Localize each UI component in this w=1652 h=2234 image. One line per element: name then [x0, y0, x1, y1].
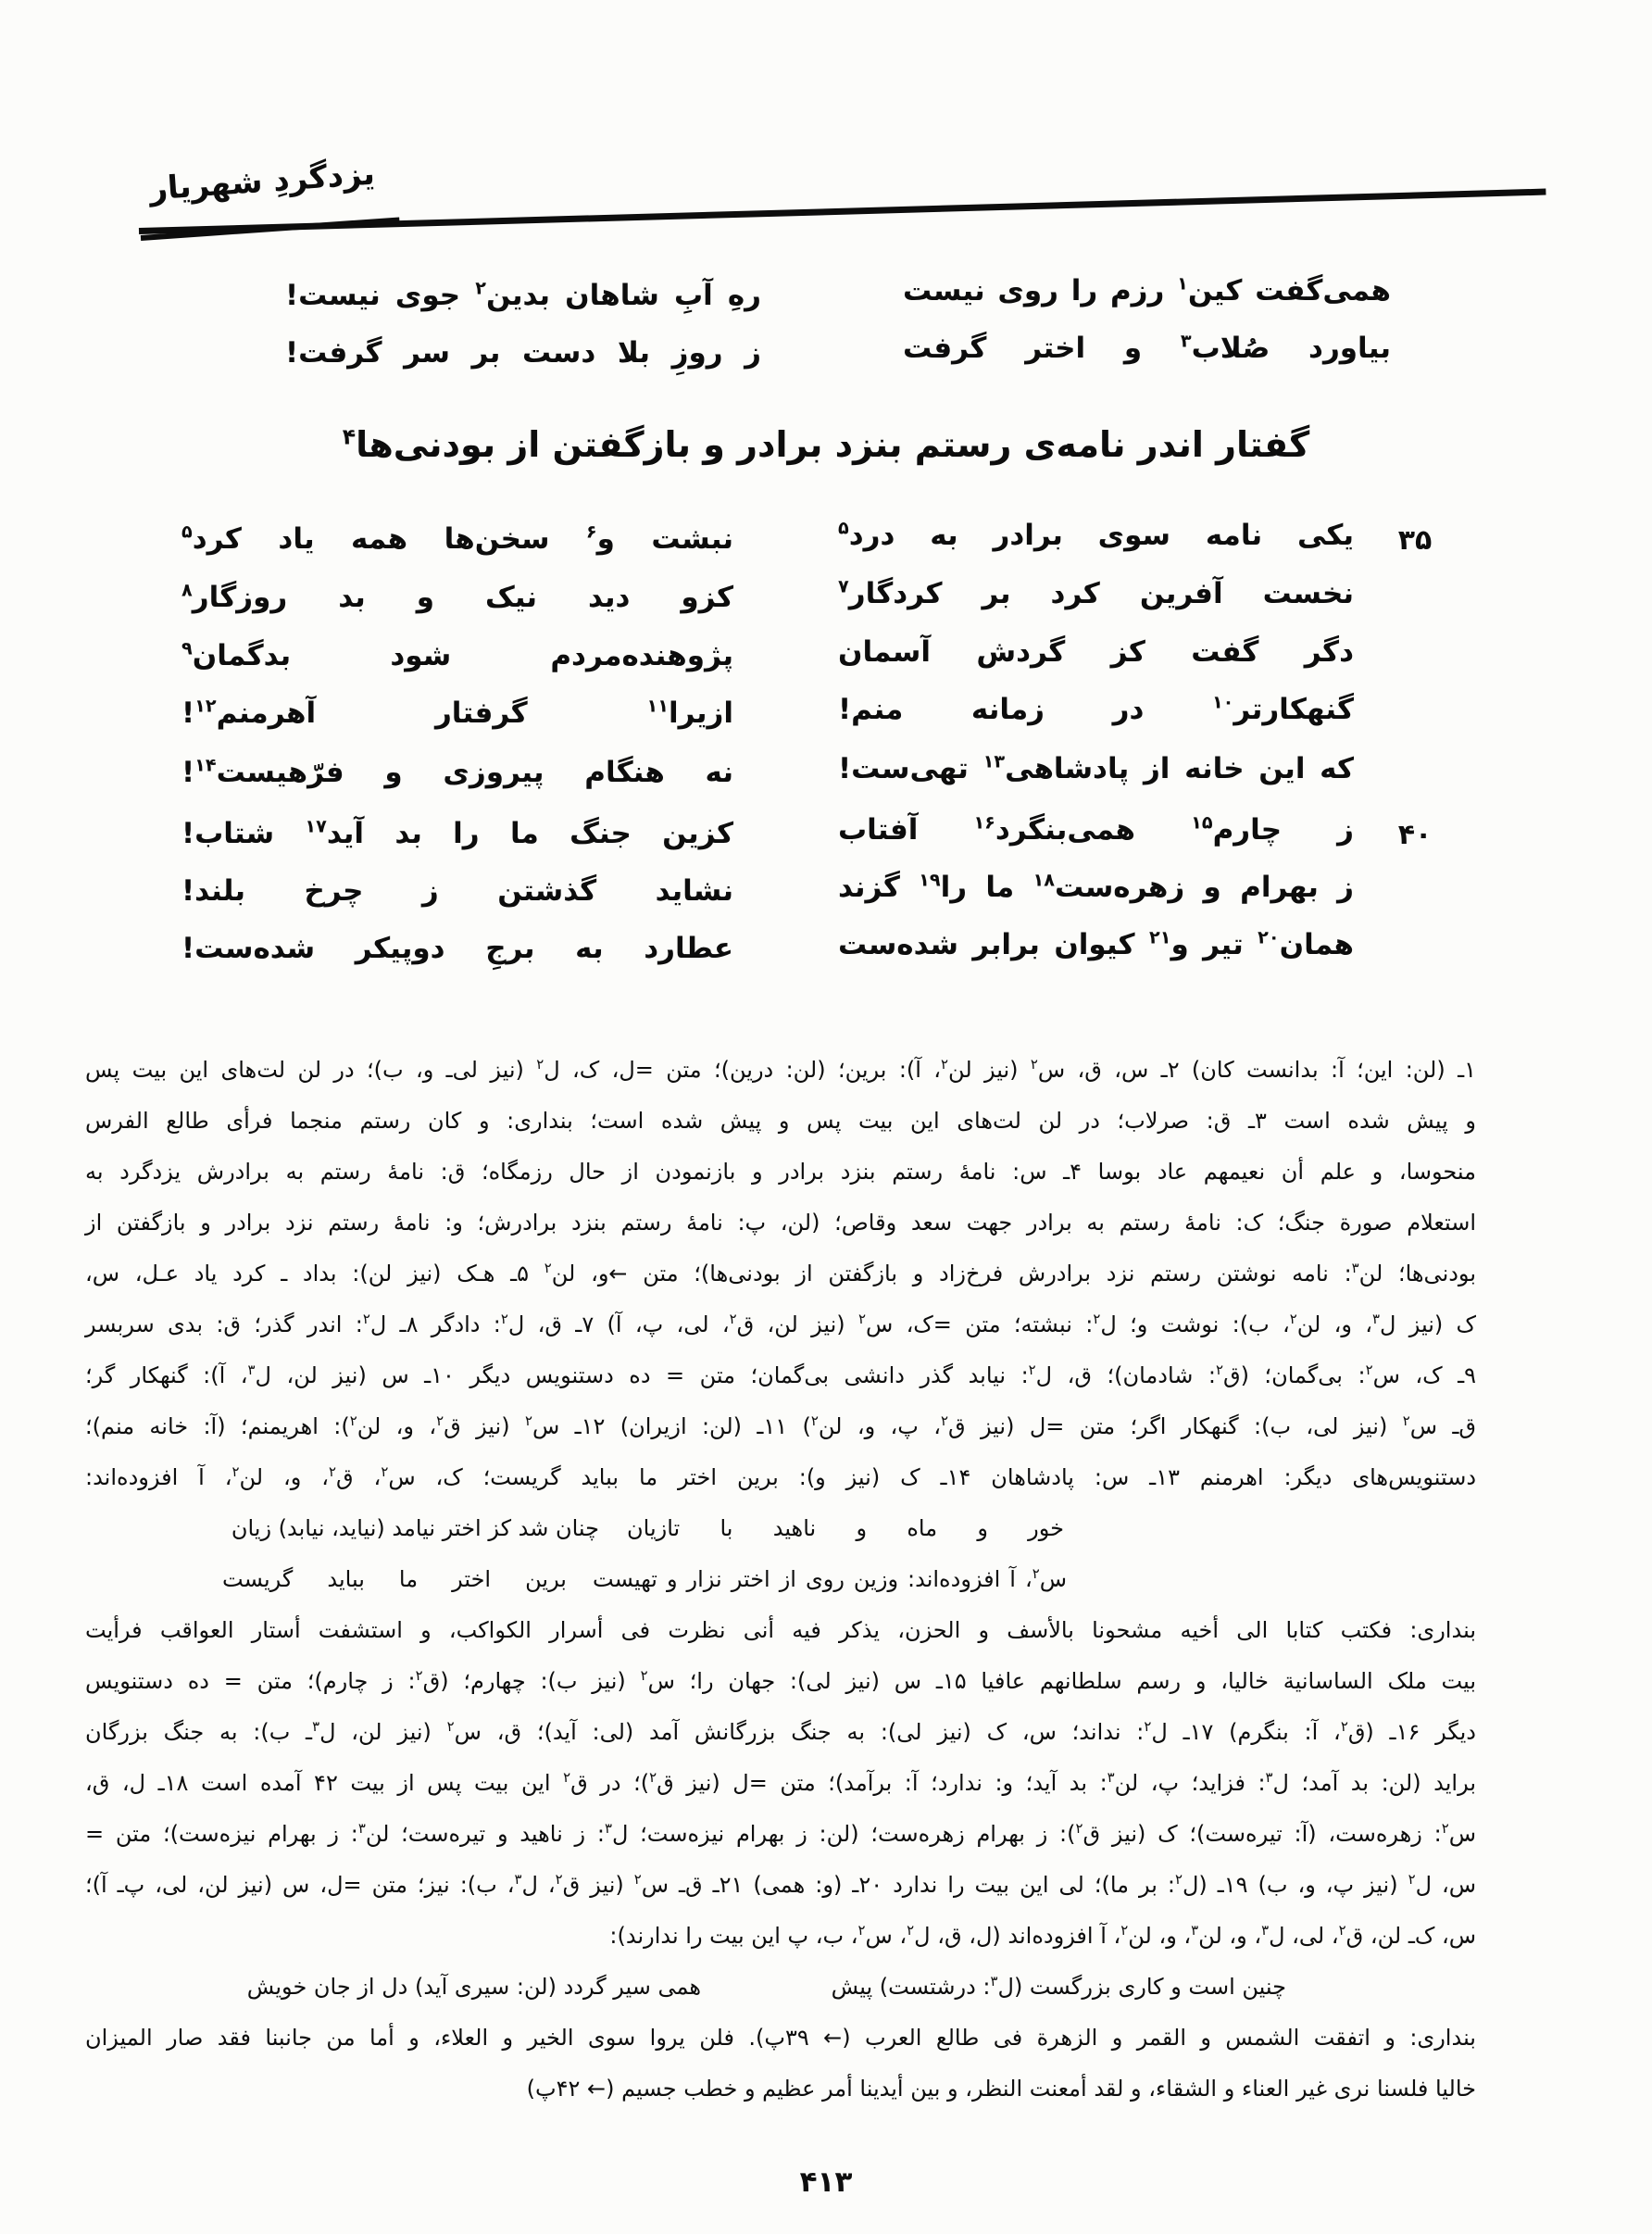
verse-38-left: ازیرا$^{۱۱}$ گرفتار آهرمنم$^{۱۲}$!: [181, 695, 733, 730]
verse-number-35: ۳۵: [1397, 524, 1433, 557]
apparatus-quoted-verse: [85, 1962, 1476, 2013]
verse-42-right: همان$^{۲۰}$ تیر و$^{۲۱}$ کیوان برابر شده‌ست: [838, 926, 1354, 961]
apparatus-line: ک (نیز ل$^۳$، و، لن$^۲$، ب): نوشت و؛ ل$^۲$: نبشته؛ متن =ک، س$^۲$ (نیز لن، ق$^۲$، لی، پ، آ) ۷ـ ق، ل$^۲$: دادگر ۸ـ ل$^۲$: اندر گذر؛ ق: بدی سربسر: [85, 1311, 1477, 1337]
apparatus-line: استعلام صورة جنگ؛ ک: نامهٔ رستم به برادر جهت سعد وقاص؛ (لن، پ: نامهٔ رستم بنزد برادرش؛ و: نامهٔ رستم نزد برادر و بازگفتن از: [85, 1210, 1476, 1236]
apparatus-quoted-verse: [85, 1554, 1476, 1605]
critical-apparatus: [85, 1045, 1476, 2115]
apparatus-line: دیگر ۱۶ـ (ق$^۲$، آ: بنگرم) ۱۷ـ ل$^۲$: نداند؛ س، ک (نیز لی): به جنگ بزرگانش آمد (لی: آید)؛ ق، س$^۲$ (نیز لن، ل$^۳$ـ ب): به جنگ بزرگان: [85, 1718, 1476, 1745]
verse-39-right: که این خانه از پادشاهی$^{۱۳}$ تهی‌ست!: [838, 750, 1354, 785]
apparatus-line: ۹ـ ک، س$^۲$: بی‌گمان؛ (ق$^۲$: شادمان)؛ ق، ل$^۲$: نیابد گذر دانشی بی‌گمان؛ متن = ده دستنویس دیگر ۱۰ـ س (نیز لن، ل$^۳$، آ): گنهکار گر؛: [85, 1362, 1477, 1388]
apparatus-line: براید (لن: بد آمد؛ ل$^۳$: فزاید؛ پ، لن$^۳$: بد آید؛ و: ندارد؛ آ: برآمد)؛ متن =ل (نیز ق$^۲$)؛ در ق$^۲$ این بیت پس از بیت ۴۲ آمده است ۱۸ـ ل، ق،: [85, 1769, 1476, 1796]
verse-40-left: کزین جنگ ما را بد آید$^{۱۷}$ شتاب!: [181, 815, 733, 850]
header-rule: [139, 189, 1546, 234]
apparatus-line: ق‌ـ س$^۲$ (نیز لی، ب): گنهکار اگر؛ متن =ل (نیز ق$^۲$، پ، و، لن$^۲$) ۱۱ـ (لن: ازیران) ۱۲ـ س$^۲$ (نیز ق$^۲$، و، لن$^۲$): اهریمنم؛ (آ: خانه منم)؛: [85, 1412, 1477, 1439]
section-heading: گفتار اندر نامه‌ی رستم بنزد برادر و بازگفتن از بودنی‌ها$^۴$: [342, 423, 1310, 465]
apparatus-line: خالیا فلسنا نری غیر العناء و الشقاء، و لقد أمعنت النظر، و بین أیدینا أمر عظیم و خطب جسیم (← ۴۲پ): [526, 2076, 1476, 2102]
verse-39-left: نه هنگام پیروزی و فرّهیست$^{۱۴}$!: [181, 754, 733, 789]
verse-41-left: نشاید گذشتن ز چرخ بلند!: [181, 874, 733, 908]
apparatus-verse-left: چنان شد کز اختر نیامد (نیاید، نیابد) زیان: [231, 1515, 599, 1541]
intro-couplet-2-right: بیاورد صُلاب$^۳$ و اختر گرفت: [903, 330, 1391, 365]
apparatus-verse-left: برین اختر ما بباید گریست: [222, 1566, 567, 1592]
verse-37-left: پژوهنده‌مردم شود بدگمان$^۹$: [181, 637, 733, 672]
apparatus-line: س، ک‌ـ لن، ق$^۲$، لی، ل$^۳$، و، لن$^۳$، و، لن$^۲$، آ افزوده‌اند (ل، ق، ل$^۲$، س$^۲$، ب، پ این بیت را ندارند):: [609, 1922, 1476, 1949]
apparatus-line: س، ل$^۲$ (نیز پ، و، ب) ۱۹ـ (ل$^۲$: بر ما)؛ لی این بیت را ندارد ۲۰ـ (و: همی) ۲۱ـ ق‌ـ س$^۲$ (نیز ق$^۲$، ل$^۳$، ب): نیز؛ متن =ل، س (نیز لن، لی، پ‌ـ آ)؛: [85, 1871, 1477, 1898]
apparatus-line: س$^۲$: زهره‌ست، (آ: تیره‌ست)؛ ک (نیز ق$^۲$): ز بهرام زهره‌ست؛ (لن: ز بهرام نیزه‌ست؛ ل$^۳$: ز ناهید و تیره‌ست؛ لن$^۳$: ز بهرام نیزه‌ست)؛ متن =: [85, 1820, 1477, 1847]
page-number: ۴۱۳: [799, 2165, 853, 2199]
verse-42-left: عطارد به برجِ دوپیکر شده‌ست!: [181, 932, 733, 965]
intro-couplet-1-right: همی‌گفت کین$^۱$ رزم را روی نیست: [903, 272, 1391, 307]
verse-38-right: گنهکارتر$^{۱۰}$ در زمانه منم!: [838, 691, 1354, 726]
apparatus-line: و پیش شده است ۳ـ ق: صرلاب؛ در لن لت‌های این بیت پس و پیش شده است؛ بنداری: و کان رستم منجما فرأی طالع الفرس: [85, 1108, 1476, 1134]
apparatus-verse-right: خور و ماه و ناهید با تازیان: [627, 1515, 1064, 1541]
apparatus-verse-right: س$^۲$، آ افزوده‌اند: وزین روی از اختر نزار و تهیست: [593, 1565, 1067, 1592]
running-head: یزدگردِ شهریار: [148, 155, 376, 208]
verse-number-40: ۴۰: [1397, 819, 1433, 851]
apparatus-quoted-verse: [85, 1503, 1476, 1554]
apparatus-line: منحوسا، و علم أن نعیمهم عاد بوسا ۴ـ س: نامهٔ رستم بنزد برادر و بازنمودن از حال رزمگاه؛ ق: نامهٔ رستم به برادرش یزدگرد به: [85, 1159, 1476, 1185]
verse-36-left: کزو دید نیک و بد روزگار$^۸$: [181, 579, 733, 614]
verse-37-right: دگر گفت کز گردش آسمان: [838, 635, 1354, 669]
intro-couplet-1-left: رهِ آبِ شاهان بدین$^۲$ جوی نیست!: [285, 277, 761, 312]
verse-36-right: نخست آفرین کرد بر کردگار$^۷$: [838, 575, 1354, 610]
apparatus-line: دستنویس‌های دیگر: اهرمنم ۱۳ـ س: پادشاهان ۱۴ـ ک (نیز و): برین اختر ما بباید گریست؛ ک، س$^۲$، ق$^۲$، و، لن$^۲$، آ افزوده‌اند:: [85, 1463, 1477, 1490]
apparatus-line: بیت ملک الساسانیة خالیا، و رسم سلطانهم عافیا ۱۵ـ س (نیز لی): جهان را؛ س$^۲$ (نیز ب): چهارم؛ (ق$^۲$: ز چارم)؛ متن = ده دستنویس: [85, 1667, 1477, 1694]
apparatus-line: بنداری: و اتفقت الشمس و القمر و الزهرة فی طالع العرب (← ۳۹پ). فلن یروا سوی الخیر و العلاء، و أما من جانبنا فقد صار المیزان: [85, 2025, 1476, 2051]
apparatus-verse-left: همی سیر گردد (لن: سیری آید) دل از جان خویش: [246, 1974, 701, 2000]
apparatus-verse-right: چنین است و کاری بزرگست (ل$^۳$: درشتست) پیش: [831, 1973, 1286, 2000]
apparatus-line: ۱ـ (لن: این؛ آ: بدانست کان) ۲ـ س، ق، س$^۲$ (نیز لن$^۲$، آ): برین؛ (لن: درین)؛ متن =ل، ک، ل$^۲$ (نیز لی‌ـ و، ب)؛ در لن لت‌های این بیت پس: [85, 1056, 1477, 1083]
intro-couplet-2-left: ز روزِ بلا دست بر سر گرفت!: [285, 336, 761, 370]
verse-35-right: یکی نامه سوی برادر به درد$^۵$: [838, 517, 1354, 552]
apparatus-line: بنداری: فکتب کتابا الی أخیه مشحونا بالأسف و الحزن، یذکر فیه أنی نظرت فی أسرار الکواکب، و استشفت أستار العواقب فرأیت: [85, 1617, 1476, 1643]
verse-35-left: نبشت و$^۶$ سخن‌ها همه یاد کرد$^۵$: [181, 521, 734, 556]
verse-40-right: ز چارم$^{۱۵}$ همی‌بنگرد$^{۱۶}$ آفتاب: [838, 811, 1355, 847]
verse-41-right: ز بهرام و زهره‌ست$^{۱۸}$ ما را$^{۱۹}$ گزند: [838, 869, 1354, 904]
apparatus-line: بودنی‌ها؛ لن$^۳$: نامه نوشتن رستم نزد برادرش فرخ‌زاد و بازگفتن از بودنی‌ها)؛ متن ←و، لن$^۲$ ۵ـ هـک (نیز لن): بداد ـ کرد یاد عـل، س،: [85, 1260, 1477, 1286]
